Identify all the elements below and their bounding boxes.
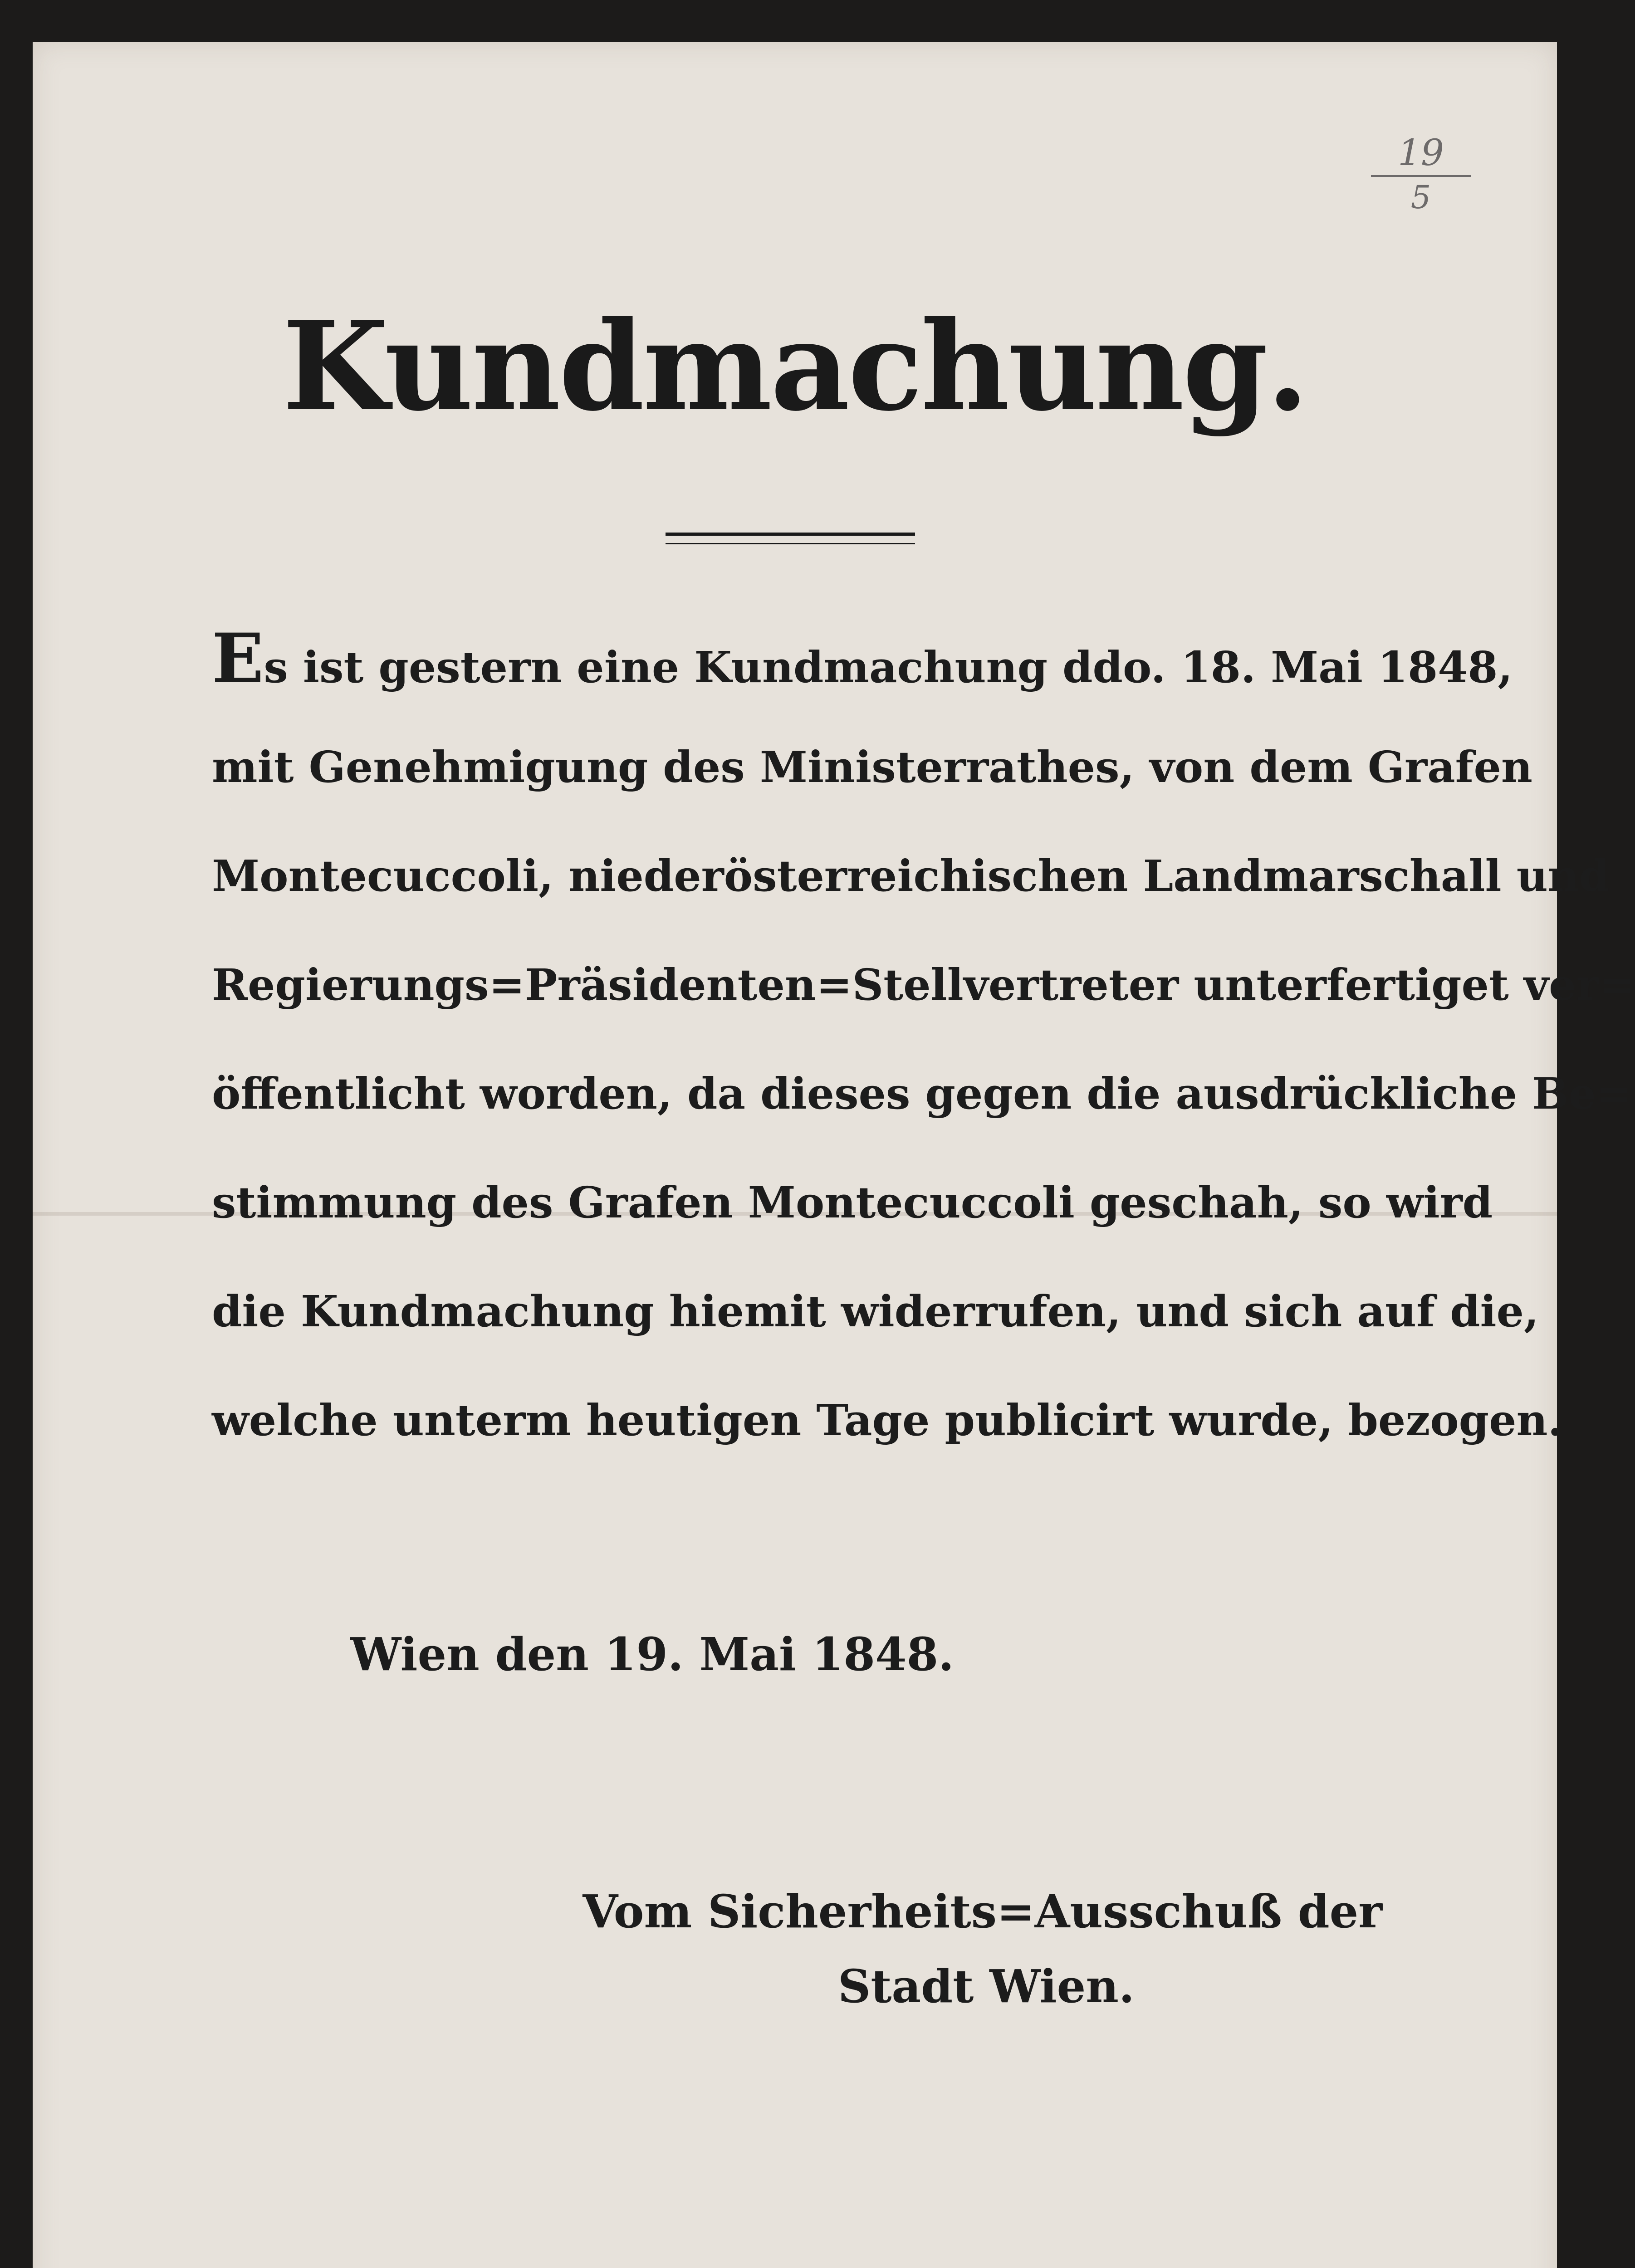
body-line: Montecuccoli, niederösterreichischen Landmarschall und	[212, 851, 1610, 901]
archive-mark	[1371, 132, 1471, 218]
signature-line-2: Stadt Wien.	[838, 1960, 1135, 2013]
document-page	[33, 42, 1635, 2268]
signature-line-1: Vom Sicherheits=Ausschuß der	[583, 1885, 1382, 1938]
body-line: mit Genehmigung des Ministerrathes, von dem Grafen	[212, 742, 1532, 792]
archive-mark-subnumber: 5	[1410, 179, 1431, 216]
title-divider	[666, 533, 915, 544]
drop-cap: E	[212, 619, 264, 699]
document-title: Kundmachung.	[282, 294, 1307, 438]
signature-block	[577, 1874, 1382, 2024]
archive-mark-number: 19	[1371, 132, 1471, 177]
body-line: Regierungs=Präsidenten=Stellvertreter unterfertiget ver=	[212, 960, 1635, 1010]
body-line: die Kundmachung hiemit widerrufen, und sich auf die,	[212, 1286, 1539, 1337]
body-line: welche unterm heutigen Tage publicirt wurde, bezogen.	[212, 1395, 1563, 1446]
body-line: stimmung des Grafen Montecuccoli geschah, so wird	[212, 1178, 1493, 1228]
dateline: Wien den 19. Mai 1848.	[350, 1628, 954, 1681]
announcement-body	[212, 604, 1635, 1475]
body-line: öffentlicht worden, da dieses gegen die ausdrückliche Be=	[212, 1069, 1632, 1119]
body-line: Es ist gestern eine Kundmachung ddo. 18. Mai 1848,	[212, 619, 1513, 699]
